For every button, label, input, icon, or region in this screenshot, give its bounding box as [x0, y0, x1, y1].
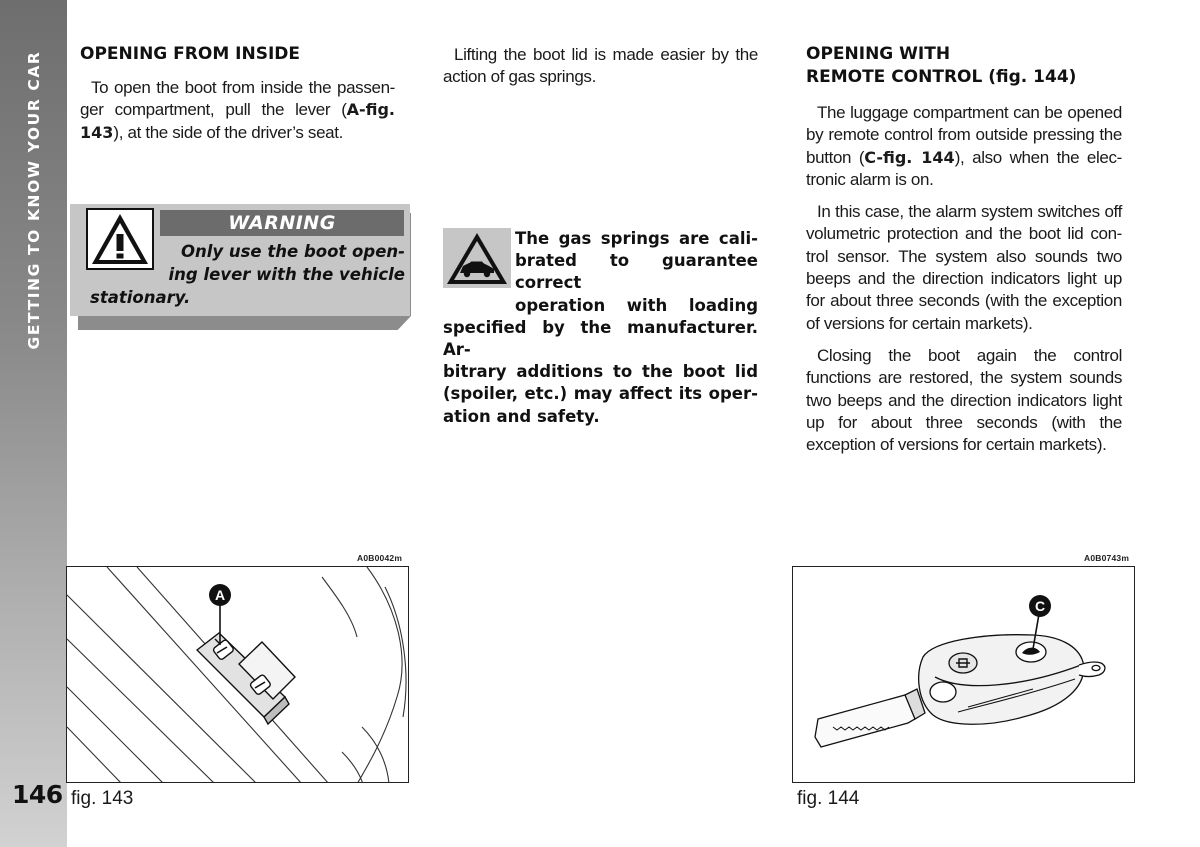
paragraph-text: ), also when the elec-tronic alarm is on.	[806, 147, 1122, 189]
paragraph-remote-1	[806, 102, 1122, 191]
lever-drawing	[67, 567, 409, 783]
paragraphs-remote-control	[806, 102, 1122, 456]
callout-label: A	[214, 587, 226, 603]
paragraph-text: The luggage compartment can be opened by remote control from outside pressing the button (	[806, 103, 1122, 167]
note-line: (spoiler, etc.) may affect its oper-	[443, 384, 758, 404]
heading-line: OPENING WITH	[806, 44, 951, 64]
note-line: brated to guarantee correct	[515, 251, 758, 293]
note-line: operation with loading	[515, 295, 758, 315]
key-fob-drawing	[793, 567, 1135, 783]
note-line: ation and safety.	[443, 406, 600, 426]
paragraph-text: To open the boot from inside the passen-ger compartment, pull the lever (	[80, 78, 395, 120]
chapter-title: GETTING TO KNOW YOUR CAR	[25, 50, 43, 350]
figure-144-illustration	[792, 566, 1135, 783]
paragraph-text: ), at the side of the driver’s seat.	[113, 122, 344, 142]
figure-code: A0B0042m	[357, 553, 403, 563]
figure-caption: fig. 143	[71, 788, 134, 809]
paragraph-remote-2: In this case, the alarm system switches off volumetric protection and the boot lid con-trol sensor. The system also sounds two beeps and the direction indicators light up for about three seconds (with the exception of versions for certain markets).	[806, 202, 1122, 333]
paragraph-opening-inside	[80, 77, 395, 144]
warning-line: Only use the boot open-	[180, 242, 405, 261]
warning-line: stationary.	[90, 288, 191, 307]
paragraph-text: Lifting the boot lid is made easier by the action of gas springs.	[443, 45, 758, 87]
warning-line: ing lever with the vehicle	[168, 265, 405, 284]
figure-caption: fig. 144	[797, 788, 860, 809]
gas-springs-note	[443, 228, 758, 428]
section-heading-opening-inside: OPENING FROM INSIDE	[80, 44, 301, 64]
heading-line: REMOTE CONTROL (fig. 144)	[806, 67, 1077, 87]
warning-title: WARNING	[160, 210, 404, 236]
figure-143-illustration	[66, 566, 409, 783]
figure-code: A0B0743m	[1084, 553, 1130, 563]
figure-reference: A-fig. 143	[80, 100, 395, 142]
callout-label: C	[1034, 598, 1046, 614]
note-line: The gas springs are cali-	[515, 229, 758, 248]
section-heading-remote-control	[806, 43, 1076, 89]
page-number: 146	[12, 780, 63, 809]
figure-reference: C-fig. 144	[864, 147, 955, 167]
note-line: bitrary additions to the boot lid	[443, 362, 758, 382]
note-line: specified by the manufacturer. Ar-	[443, 317, 758, 360]
paragraph-gas-springs	[443, 44, 758, 89]
warning-text	[90, 240, 405, 309]
paragraph-remote-3: Closing the boot again the control functions are restored, the system sounds two beeps and the direction indicators light up for about three seconds (with the exception of versions for certain markets).	[806, 345, 1122, 455]
